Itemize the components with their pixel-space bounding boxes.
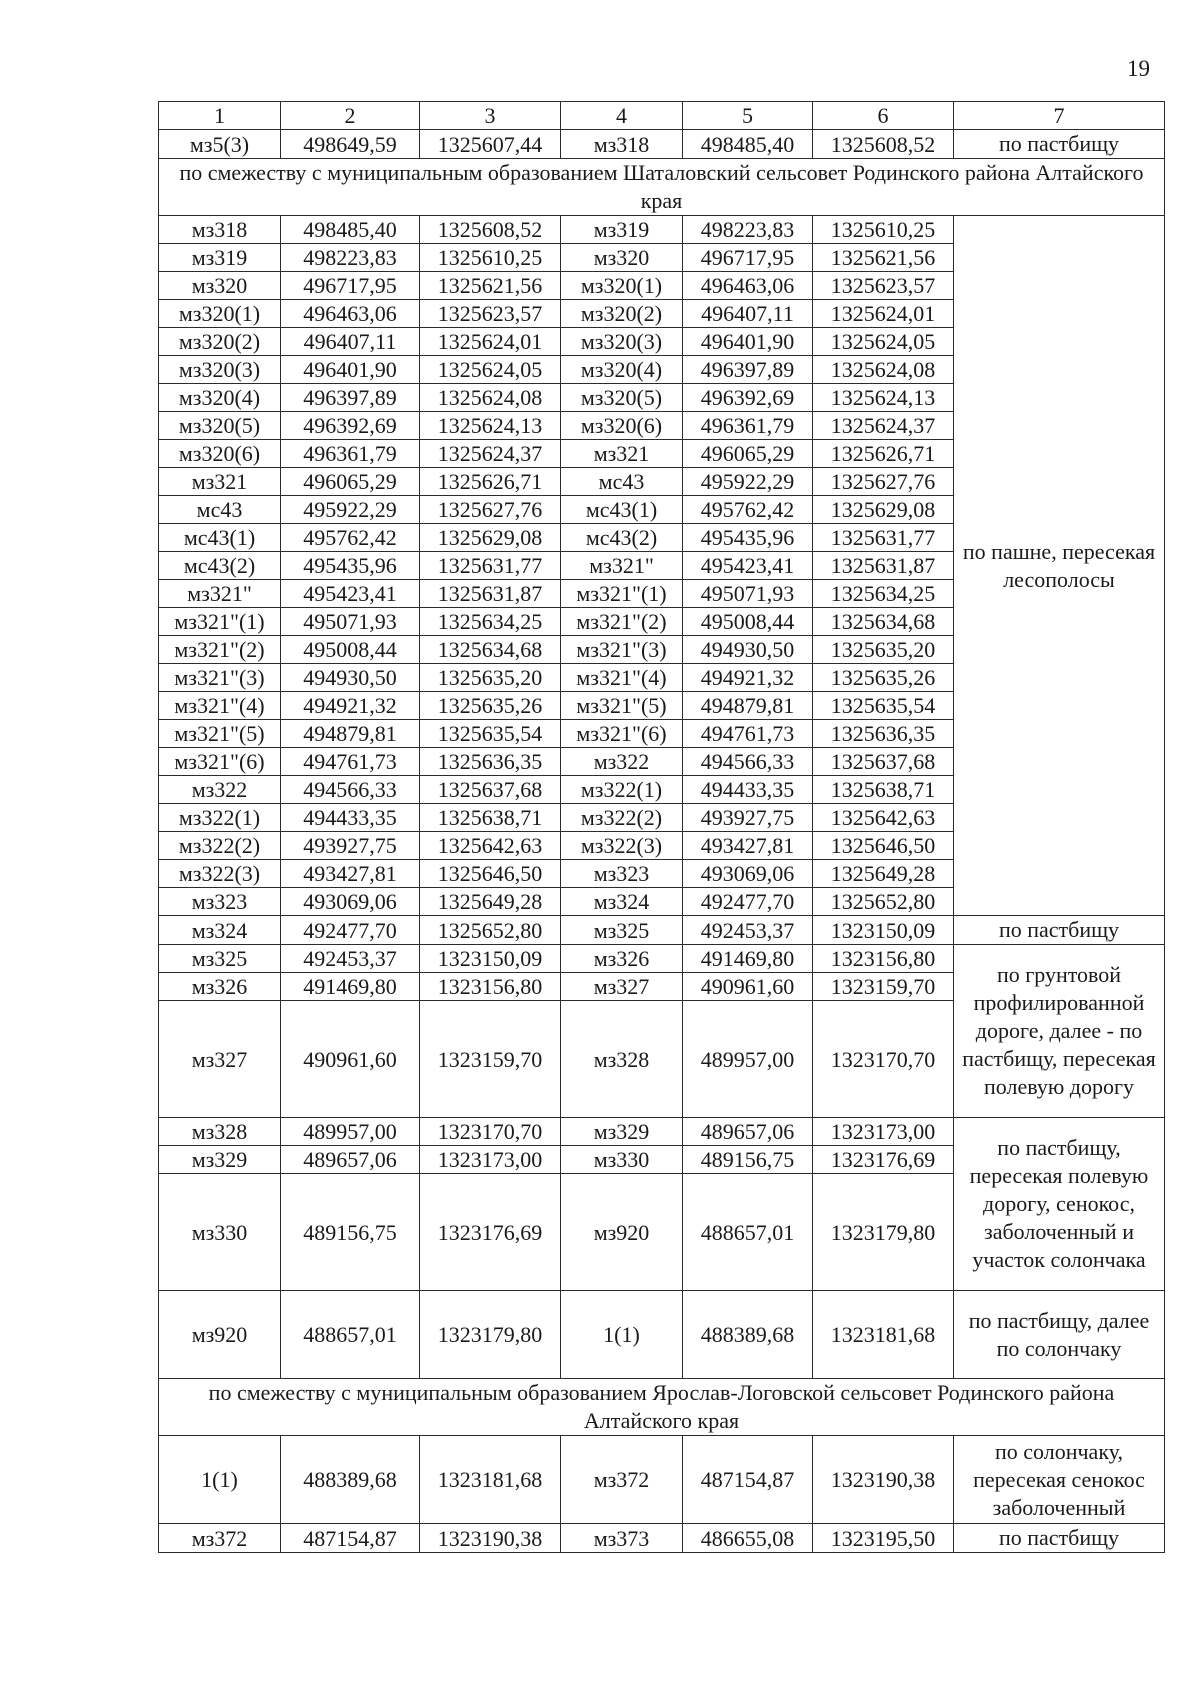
point-to-cell: мз321"(6) xyxy=(561,720,683,748)
x-from-cell: 490961,60 xyxy=(281,1001,420,1118)
y-to-cell: 1325652,80 xyxy=(813,888,954,916)
point-to-cell: мз328 xyxy=(561,1001,683,1118)
section-row xyxy=(159,1379,1165,1436)
point-from-cell: мз320(2) xyxy=(159,328,281,356)
x-from-cell: 491469,80 xyxy=(281,973,420,1001)
y-from-cell: 1325607,44 xyxy=(420,130,561,159)
y-from-cell: 1323190,38 xyxy=(420,1524,561,1553)
header-cell: 2 xyxy=(281,102,420,130)
point-from-cell: мз322 xyxy=(159,776,281,804)
x-to-cell: 495071,93 xyxy=(683,580,813,608)
point-from-cell: мз323 xyxy=(159,888,281,916)
point-to-cell: мз320 xyxy=(561,244,683,272)
point-to-cell: мс43(1) xyxy=(561,496,683,524)
x-from-cell: 493069,06 xyxy=(281,888,420,916)
point-from-cell: мз321"(3) xyxy=(159,664,281,692)
x-to-cell: 494921,32 xyxy=(683,664,813,692)
x-from-cell: 489657,06 xyxy=(281,1146,420,1174)
point-to-cell: мс43(2) xyxy=(561,524,683,552)
x-from-cell: 495435,96 xyxy=(281,552,420,580)
point-from-cell: мз322(3) xyxy=(159,860,281,888)
point-from-cell: мз5(3) xyxy=(159,130,281,159)
x-to-cell: 496065,29 xyxy=(683,440,813,468)
y-from-cell: 1323159,70 xyxy=(420,1001,561,1118)
x-from-cell: 495008,44 xyxy=(281,636,420,664)
point-to-cell: мз322(1) xyxy=(561,776,683,804)
point-to-cell: мз318 xyxy=(561,130,683,159)
x-to-cell: 494879,81 xyxy=(683,692,813,720)
table-row xyxy=(159,916,1165,945)
table-row xyxy=(159,1118,1165,1146)
point-to-cell: мз325 xyxy=(561,916,683,945)
x-from-cell: 492477,70 xyxy=(281,916,420,945)
y-from-cell: 1325631,77 xyxy=(420,552,561,580)
point-to-cell: мз324 xyxy=(561,888,683,916)
point-from-cell: 1(1) xyxy=(159,1436,281,1524)
x-from-cell: 495071,93 xyxy=(281,608,420,636)
x-from-cell: 495423,41 xyxy=(281,580,420,608)
x-from-cell: 496065,29 xyxy=(281,468,420,496)
y-to-cell: 1323170,70 xyxy=(813,1001,954,1118)
boundary-coordinates-table xyxy=(158,101,1165,1553)
y-to-cell: 1325631,87 xyxy=(813,552,954,580)
x-from-cell: 494433,35 xyxy=(281,804,420,832)
point-from-cell: мз320(4) xyxy=(159,384,281,412)
point-to-cell: мз920 xyxy=(561,1174,683,1291)
x-from-cell: 496717,95 xyxy=(281,272,420,300)
x-from-cell: 493927,75 xyxy=(281,832,420,860)
y-from-cell: 1325624,13 xyxy=(420,412,561,440)
table-row xyxy=(159,216,1165,244)
header-cell: 3 xyxy=(420,102,561,130)
x-from-cell: 498485,40 xyxy=(281,216,420,244)
x-to-cell: 489657,06 xyxy=(683,1118,813,1146)
x-to-cell: 495762,42 xyxy=(683,496,813,524)
x-from-cell: 495762,42 xyxy=(281,524,420,552)
y-from-cell: 1323173,00 xyxy=(420,1146,561,1174)
x-from-cell: 496361,79 xyxy=(281,440,420,468)
header-row xyxy=(159,102,1165,130)
header-cell: 1 xyxy=(159,102,281,130)
y-from-cell: 1325610,25 xyxy=(420,244,561,272)
y-to-cell: 1323181,68 xyxy=(813,1291,954,1379)
y-from-cell: 1325631,87 xyxy=(420,580,561,608)
point-to-cell: 1(1) xyxy=(561,1291,683,1379)
x-to-cell: 496361,79 xyxy=(683,412,813,440)
y-from-cell: 1323170,70 xyxy=(420,1118,561,1146)
point-from-cell: мс43(2) xyxy=(159,552,281,580)
y-from-cell: 1323156,80 xyxy=(420,973,561,1001)
y-from-cell: 1325652,80 xyxy=(420,916,561,945)
x-from-cell: 487154,87 xyxy=(281,1524,420,1553)
y-to-cell: 1323190,38 xyxy=(813,1436,954,1524)
y-from-cell: 1325649,28 xyxy=(420,888,561,916)
x-to-cell: 496401,90 xyxy=(683,328,813,356)
point-from-cell: мз320(1) xyxy=(159,300,281,328)
x-to-cell: 492453,37 xyxy=(683,916,813,945)
point-from-cell: мз920 xyxy=(159,1291,281,1379)
x-to-cell: 487154,87 xyxy=(683,1436,813,1524)
header-cell: 6 xyxy=(813,102,954,130)
x-to-cell: 493927,75 xyxy=(683,804,813,832)
y-to-cell: 1325637,68 xyxy=(813,748,954,776)
y-to-cell: 1325635,54 xyxy=(813,692,954,720)
table-body xyxy=(159,102,1165,1553)
point-from-cell: мз321 xyxy=(159,468,281,496)
y-from-cell: 1325624,05 xyxy=(420,356,561,384)
y-from-cell: 1325627,76 xyxy=(420,496,561,524)
x-to-cell: 496392,69 xyxy=(683,384,813,412)
x-to-cell: 495435,96 xyxy=(683,524,813,552)
y-to-cell: 1323156,80 xyxy=(813,945,954,973)
y-to-cell: 1323173,00 xyxy=(813,1118,954,1146)
point-from-cell: мз327 xyxy=(159,1001,281,1118)
x-from-cell: 492453,37 xyxy=(281,945,420,973)
x-to-cell: 486655,08 xyxy=(683,1524,813,1553)
table-row xyxy=(159,1291,1165,1379)
y-from-cell: 1325621,56 xyxy=(420,272,561,300)
x-to-cell: 495423,41 xyxy=(683,552,813,580)
y-to-cell: 1325621,56 xyxy=(813,244,954,272)
point-to-cell: мз321"(4) xyxy=(561,664,683,692)
x-to-cell: 491469,80 xyxy=(683,945,813,973)
y-to-cell: 1325642,63 xyxy=(813,804,954,832)
boundary-description-cell: по пастбищу, пересекая полевую дорогу, сенокос, заболоченный и участок солончака xyxy=(954,1118,1165,1291)
x-from-cell: 496397,89 xyxy=(281,384,420,412)
x-to-cell: 498485,40 xyxy=(683,130,813,159)
boundary-description-cell: по пастбищу, далее по солончаку xyxy=(954,1291,1165,1379)
y-from-cell: 1323181,68 xyxy=(420,1436,561,1524)
point-from-cell: мз321"(2) xyxy=(159,636,281,664)
y-from-cell: 1325642,63 xyxy=(420,832,561,860)
point-from-cell: мз318 xyxy=(159,216,281,244)
x-from-cell: 498223,83 xyxy=(281,244,420,272)
x-to-cell: 492477,70 xyxy=(683,888,813,916)
point-to-cell: мз322(3) xyxy=(561,832,683,860)
x-to-cell: 498223,83 xyxy=(683,216,813,244)
y-to-cell: 1325635,26 xyxy=(813,664,954,692)
point-from-cell: мз320(5) xyxy=(159,412,281,440)
point-to-cell: мз322 xyxy=(561,748,683,776)
y-from-cell: 1325624,01 xyxy=(420,328,561,356)
boundary-description-cell: по пастбищу xyxy=(954,916,1165,945)
x-from-cell: 489156,75 xyxy=(281,1174,420,1291)
y-to-cell: 1325624,08 xyxy=(813,356,954,384)
y-to-cell: 1325638,71 xyxy=(813,776,954,804)
y-from-cell: 1325608,52 xyxy=(420,216,561,244)
section-heading: по смежеству с муниципальным образованием Шаталовский сельсовет Родинского района Алтайского края xyxy=(159,159,1165,216)
header-cell: 7 xyxy=(954,102,1165,130)
point-from-cell: мз329 xyxy=(159,1146,281,1174)
x-from-cell: 489957,00 xyxy=(281,1118,420,1146)
table-row xyxy=(159,130,1165,159)
point-to-cell: мз320(2) xyxy=(561,300,683,328)
y-from-cell: 1325646,50 xyxy=(420,860,561,888)
point-to-cell: мз320(6) xyxy=(561,412,683,440)
point-from-cell: мз320(6) xyxy=(159,440,281,468)
x-from-cell: 496463,06 xyxy=(281,300,420,328)
point-from-cell: мз319 xyxy=(159,244,281,272)
x-to-cell: 494566,33 xyxy=(683,748,813,776)
x-to-cell: 496407,11 xyxy=(683,300,813,328)
x-to-cell: 488657,01 xyxy=(683,1174,813,1291)
x-to-cell: 490961,60 xyxy=(683,973,813,1001)
x-from-cell: 494930,50 xyxy=(281,664,420,692)
x-from-cell: 495922,29 xyxy=(281,496,420,524)
point-to-cell: мз321"(2) xyxy=(561,608,683,636)
x-from-cell: 496401,90 xyxy=(281,356,420,384)
boundary-description-cell: по солончаку, пересекая сенокос заболоченный xyxy=(954,1436,1165,1524)
y-from-cell: 1325626,71 xyxy=(420,468,561,496)
x-to-cell: 496463,06 xyxy=(683,272,813,300)
page-number: 19 xyxy=(1127,56,1150,81)
x-to-cell: 495922,29 xyxy=(683,468,813,496)
y-from-cell: 1325638,71 xyxy=(420,804,561,832)
y-from-cell: 1325635,20 xyxy=(420,664,561,692)
y-to-cell: 1323159,70 xyxy=(813,973,954,1001)
point-from-cell: мз372 xyxy=(159,1524,281,1553)
point-to-cell: мз321"(5) xyxy=(561,692,683,720)
y-from-cell: 1325635,54 xyxy=(420,720,561,748)
y-to-cell: 1325631,77 xyxy=(813,524,954,552)
point-from-cell: мз321" xyxy=(159,580,281,608)
x-to-cell: 494761,73 xyxy=(683,720,813,748)
x-to-cell: 489156,75 xyxy=(683,1146,813,1174)
y-from-cell: 1323176,69 xyxy=(420,1174,561,1291)
boundary-description-cell: по грунтовой профилированной дороге, далее - по пастбищу, пересекая полевую дорогу xyxy=(954,945,1165,1118)
header-cell: 4 xyxy=(561,102,683,130)
point-from-cell: мз320 xyxy=(159,272,281,300)
y-to-cell: 1325624,01 xyxy=(813,300,954,328)
section-row xyxy=(159,159,1165,216)
x-to-cell: 488389,68 xyxy=(683,1291,813,1379)
y-to-cell: 1323176,69 xyxy=(813,1146,954,1174)
point-to-cell: мз329 xyxy=(561,1118,683,1146)
y-to-cell: 1323150,09 xyxy=(813,916,954,945)
y-to-cell: 1325629,08 xyxy=(813,496,954,524)
x-to-cell: 493069,06 xyxy=(683,860,813,888)
header-cell: 5 xyxy=(683,102,813,130)
point-from-cell: мз325 xyxy=(159,945,281,973)
x-from-cell: 494879,81 xyxy=(281,720,420,748)
boundary-description-cell: по пашне, пересекая лесополосы xyxy=(954,216,1165,916)
y-from-cell: 1325624,37 xyxy=(420,440,561,468)
point-to-cell: мз373 xyxy=(561,1524,683,1553)
point-to-cell: мз323 xyxy=(561,860,683,888)
y-to-cell: 1325610,25 xyxy=(813,216,954,244)
point-to-cell: мз320(1) xyxy=(561,272,683,300)
point-from-cell: мз324 xyxy=(159,916,281,945)
y-to-cell: 1325635,20 xyxy=(813,636,954,664)
y-to-cell: 1325623,57 xyxy=(813,272,954,300)
x-to-cell: 493427,81 xyxy=(683,832,813,860)
y-to-cell: 1325626,71 xyxy=(813,440,954,468)
x-from-cell: 494566,33 xyxy=(281,776,420,804)
y-to-cell: 1325624,05 xyxy=(813,328,954,356)
point-from-cell: мз322(2) xyxy=(159,832,281,860)
y-to-cell: 1325649,28 xyxy=(813,860,954,888)
table-row xyxy=(159,945,1165,973)
x-from-cell: 488657,01 xyxy=(281,1291,420,1379)
y-to-cell: 1323179,80 xyxy=(813,1174,954,1291)
y-from-cell: 1323150,09 xyxy=(420,945,561,973)
x-from-cell: 496392,69 xyxy=(281,412,420,440)
x-to-cell: 496717,95 xyxy=(683,244,813,272)
y-to-cell: 1325627,76 xyxy=(813,468,954,496)
y-to-cell: 1325608,52 xyxy=(813,130,954,159)
x-from-cell: 494921,32 xyxy=(281,692,420,720)
point-to-cell: мз320(4) xyxy=(561,356,683,384)
y-from-cell: 1325623,57 xyxy=(420,300,561,328)
point-from-cell: мз330 xyxy=(159,1174,281,1291)
y-from-cell: 1323179,80 xyxy=(420,1291,561,1379)
point-from-cell: мз321"(4) xyxy=(159,692,281,720)
point-to-cell: мз322(2) xyxy=(561,804,683,832)
point-to-cell: мз326 xyxy=(561,945,683,973)
point-from-cell: мз321"(6) xyxy=(159,748,281,776)
point-to-cell: мз372 xyxy=(561,1436,683,1524)
y-from-cell: 1325634,68 xyxy=(420,636,561,664)
y-to-cell: 1325636,35 xyxy=(813,720,954,748)
x-from-cell: 494761,73 xyxy=(281,748,420,776)
point-to-cell: мс43 xyxy=(561,468,683,496)
x-to-cell: 495008,44 xyxy=(683,608,813,636)
point-to-cell: мз321" xyxy=(561,552,683,580)
table-row xyxy=(159,1524,1165,1553)
point-from-cell: мз320(3) xyxy=(159,356,281,384)
y-from-cell: 1325629,08 xyxy=(420,524,561,552)
section-heading: по смежеству с муниципальным образованием Ярослав-Логовской сельсовет Родинского района Алтайского края xyxy=(159,1379,1165,1436)
x-from-cell: 496407,11 xyxy=(281,328,420,356)
x-from-cell: 493427,81 xyxy=(281,860,420,888)
point-to-cell: мз320(3) xyxy=(561,328,683,356)
point-to-cell: мз320(5) xyxy=(561,384,683,412)
x-to-cell: 496397,89 xyxy=(683,356,813,384)
y-to-cell: 1325624,13 xyxy=(813,384,954,412)
point-to-cell: мз330 xyxy=(561,1146,683,1174)
y-to-cell: 1325634,68 xyxy=(813,608,954,636)
boundary-description-cell: по пастбищу xyxy=(954,130,1165,159)
point-from-cell: мз321"(5) xyxy=(159,720,281,748)
y-from-cell: 1325624,08 xyxy=(420,384,561,412)
point-to-cell: мз319 xyxy=(561,216,683,244)
x-to-cell: 489957,00 xyxy=(683,1001,813,1118)
y-to-cell: 1325634,25 xyxy=(813,580,954,608)
x-from-cell: 498649,59 xyxy=(281,130,420,159)
x-from-cell: 488389,68 xyxy=(281,1436,420,1524)
y-from-cell: 1325637,68 xyxy=(420,776,561,804)
y-to-cell: 1325624,37 xyxy=(813,412,954,440)
y-from-cell: 1325634,25 xyxy=(420,608,561,636)
table-row xyxy=(159,1436,1165,1524)
x-to-cell: 494433,35 xyxy=(683,776,813,804)
point-to-cell: мз321"(1) xyxy=(561,580,683,608)
point-from-cell: мс43 xyxy=(159,496,281,524)
x-to-cell: 494930,50 xyxy=(683,636,813,664)
point-from-cell: мз322(1) xyxy=(159,804,281,832)
boundary-description-cell: по пастбищу xyxy=(954,1524,1165,1553)
point-to-cell: мз321"(3) xyxy=(561,636,683,664)
point-from-cell: мз328 xyxy=(159,1118,281,1146)
point-to-cell: мз327 xyxy=(561,973,683,1001)
point-from-cell: мз321"(1) xyxy=(159,608,281,636)
point-from-cell: мз326 xyxy=(159,973,281,1001)
y-from-cell: 1325636,35 xyxy=(420,748,561,776)
point-from-cell: мс43(1) xyxy=(159,524,281,552)
y-from-cell: 1325635,26 xyxy=(420,692,561,720)
y-to-cell: 1323195,50 xyxy=(813,1524,954,1553)
point-to-cell: мз321 xyxy=(561,440,683,468)
y-to-cell: 1325646,50 xyxy=(813,832,954,860)
